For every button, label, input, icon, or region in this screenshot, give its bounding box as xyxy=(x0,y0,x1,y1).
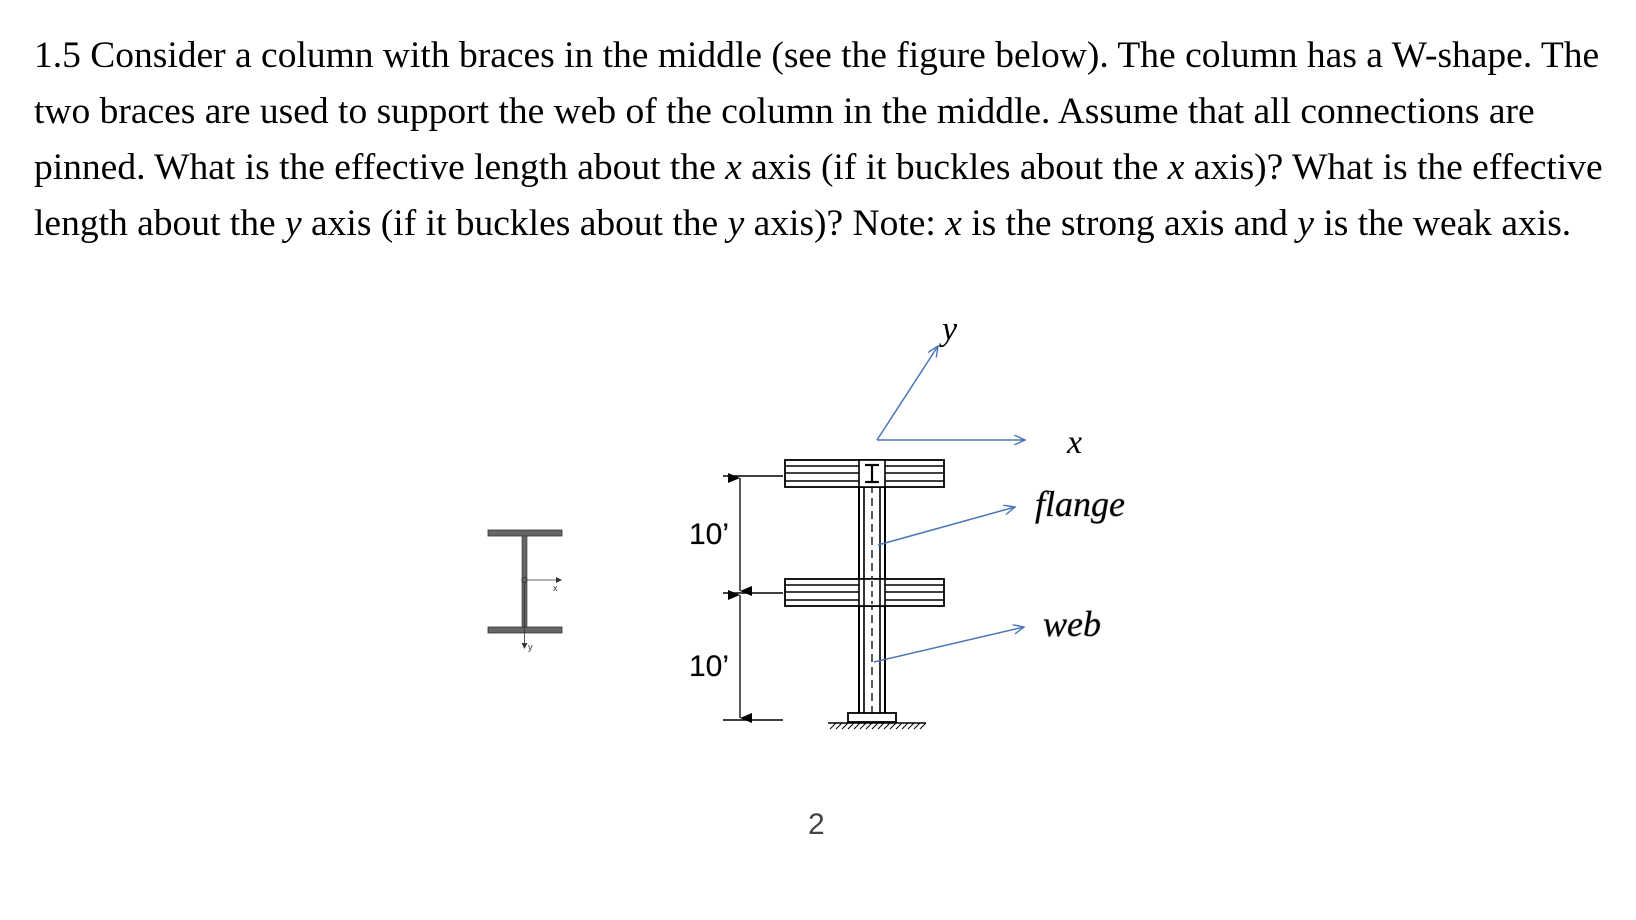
variable-x: x xyxy=(725,147,742,188)
problem-text-2: axis (if it buckles about the xyxy=(741,147,1168,188)
brace-middle xyxy=(785,579,944,606)
section-x-label: x xyxy=(553,583,558,593)
problem-text-4: axis (if it buckles about the xyxy=(301,203,728,244)
variable-x: x xyxy=(1167,147,1185,188)
page-number: 2 xyxy=(808,808,825,841)
section-y-arrowhead xyxy=(522,643,528,649)
axis-y-label: y xyxy=(942,311,958,348)
variable-y: y xyxy=(284,203,302,244)
dimension-label-upper: 10’ xyxy=(689,518,730,551)
column-elevation xyxy=(785,460,944,729)
label-web: web xyxy=(1043,604,1101,644)
variable-y: y xyxy=(1297,203,1314,244)
section-y-label: y xyxy=(528,642,533,652)
problem-text-6: is the strong axis and xyxy=(961,203,1298,244)
flange-callout-line xyxy=(878,507,1015,545)
global-y-axis-arrow xyxy=(877,346,938,440)
problem-text-7: is the weak axis. xyxy=(1313,203,1572,244)
axis-x-label: x xyxy=(1067,424,1083,461)
web-callout-line xyxy=(874,627,1024,662)
base-plate xyxy=(848,713,896,722)
variable-y: y xyxy=(727,203,745,244)
problem-text-5: axis)? Note: xyxy=(744,203,946,244)
bottom-flange xyxy=(488,627,562,633)
problem-number: 1.5 xyxy=(34,35,81,76)
label-flange: flange xyxy=(1035,484,1125,524)
variable-x: x xyxy=(945,203,962,244)
dimension-lines xyxy=(689,476,783,720)
brace-top xyxy=(785,460,944,487)
dimension-label-lower: 10’ xyxy=(689,650,730,683)
problem-text-3: axis)? What is the effective length about the xyxy=(34,147,1603,244)
w-shape-cross-section xyxy=(488,530,562,652)
problem-text-1: Consider a column with braces in the middle (see the figure below). The column has a W-shape. The two braces are used to support the web of the column in the middle. Assume that all connections are pinned. What is the effective length about the xyxy=(34,35,1600,188)
top-flange xyxy=(488,530,562,536)
ground-hatch xyxy=(830,723,926,729)
